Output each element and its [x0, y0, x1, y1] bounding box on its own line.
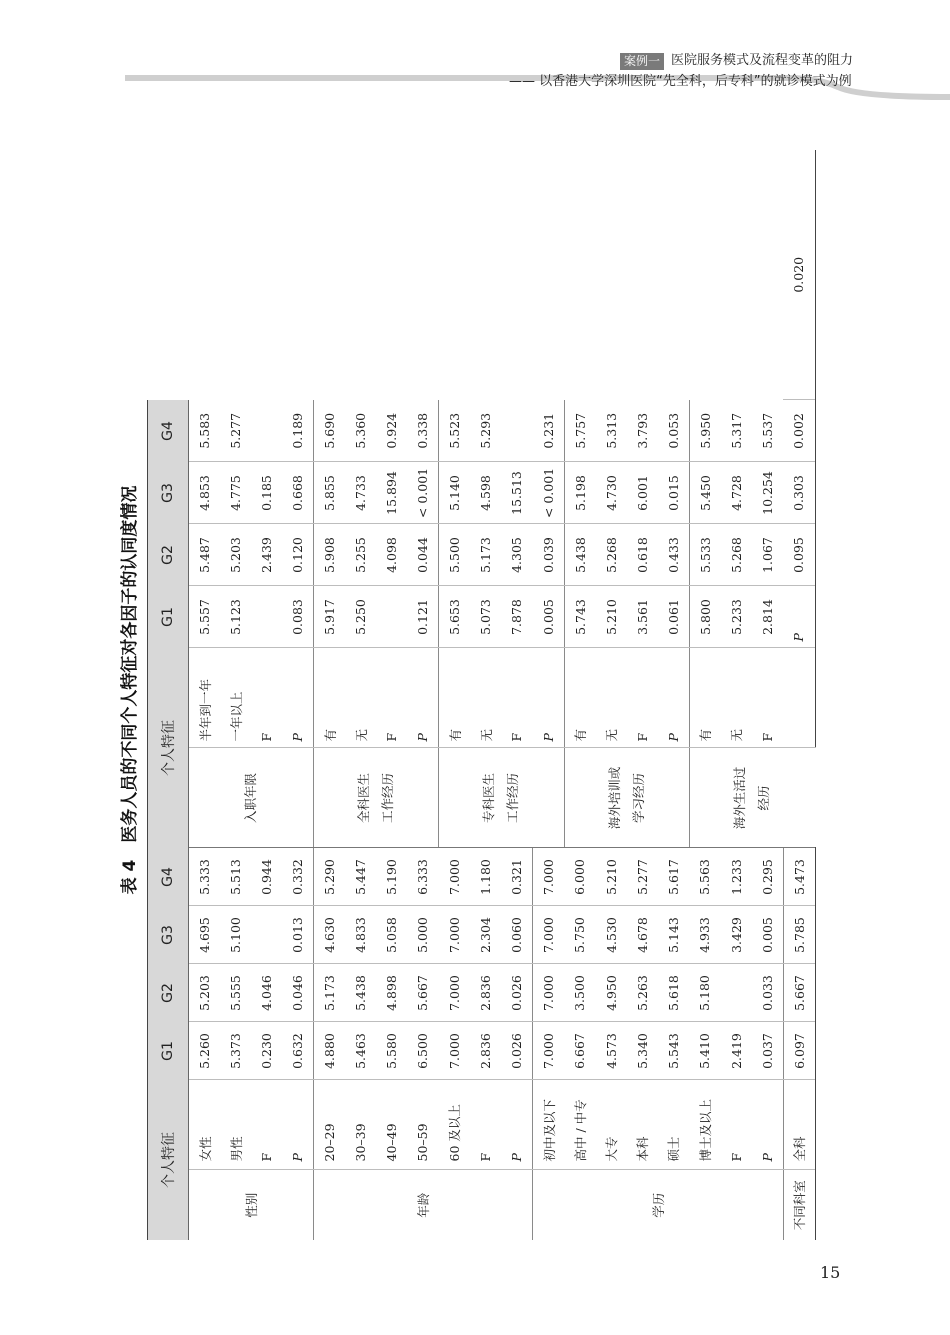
- cell-g4: 5.360: [353, 412, 368, 449]
- cell-g2: 4.898: [376, 964, 407, 1022]
- cell-g4: 5.277: [627, 848, 658, 906]
- subcategory: F: [376, 648, 407, 748]
- table-row: [314, 150, 346, 1240]
- cell-g2: 7.000: [439, 964, 471, 1022]
- cell-g1: 5.800: [689, 586, 721, 648]
- cell-g4: 5.617: [658, 848, 690, 906]
- subcategory: 全科: [783, 1080, 815, 1170]
- cell-g2: 4.098: [376, 524, 407, 586]
- cell-g2: 0.120: [282, 524, 314, 586]
- header-g2-left: G2: [148, 964, 189, 1022]
- cell-g3: 4.853: [189, 462, 221, 524]
- cell-g2: 0.039: [533, 524, 565, 586]
- cell-g3: 15.513: [501, 462, 533, 524]
- category-tenure: 入职年限: [189, 748, 314, 848]
- cell-g4: 1.180: [470, 848, 501, 906]
- header-g4-left: G4: [148, 848, 189, 906]
- cell-g2: 5.533: [689, 524, 721, 586]
- cell-g4: 3.793: [634, 412, 650, 449]
- cell-g1: 2.419: [721, 1022, 752, 1080]
- cell-g1: 5.543: [658, 1022, 690, 1080]
- header-g1-right: G1: [148, 586, 189, 648]
- category-label-line: 海外生活过: [732, 766, 748, 830]
- cell-g1: 5.463: [345, 1022, 376, 1080]
- subcategory: 40–49: [376, 1080, 407, 1170]
- cell-g2: 5.438: [345, 964, 376, 1022]
- cell-g3: 5.450: [689, 462, 721, 524]
- rotated-table-block: [115, 140, 830, 1240]
- cell-g4: 0.295: [752, 848, 784, 906]
- subcategory: F: [470, 1080, 501, 1170]
- cell-g4: 5.523: [439, 400, 471, 462]
- table-row: [627, 150, 658, 1240]
- cell-g4: 5.563: [689, 848, 721, 906]
- subcategory: 20–29: [314, 1080, 346, 1170]
- cell-g4: 0.338: [415, 412, 430, 449]
- cell-g4: 5.313: [603, 412, 619, 449]
- cell-g1: 7.000: [439, 1022, 471, 1080]
- cell-g1: 5.233: [721, 586, 752, 648]
- cell-g4: 5.210: [596, 848, 627, 906]
- cell-g1: 5.653: [439, 586, 471, 648]
- category-overseas-training: [564, 748, 689, 848]
- cell-g2: 5.268: [596, 524, 627, 586]
- cell-g3: 5.198: [564, 462, 596, 524]
- cell-g3: 5.143: [658, 906, 690, 964]
- category-gender: 性别: [189, 1170, 314, 1240]
- cell-g4: 0.231: [540, 412, 556, 449]
- category-label-line: 专科医生: [481, 773, 497, 824]
- category-label-line: 经历: [756, 785, 772, 811]
- subcategory: 半年到一年: [189, 648, 221, 748]
- header-feature-right: 个人特征: [148, 648, 189, 848]
- cell-g3: 5.100: [220, 906, 251, 964]
- cell-g3: 4.678: [627, 906, 658, 964]
- subcategory: 女性: [189, 1080, 221, 1170]
- cell-g3: 4.833: [345, 906, 376, 964]
- cell-g1: 4.880: [314, 1022, 346, 1080]
- subcategory: F: [251, 648, 282, 748]
- cell-g2: 0.046: [282, 964, 314, 1022]
- cell-g4: 7.000: [439, 848, 471, 906]
- cell-g3: 3.429: [721, 906, 752, 964]
- cell-g4: 1.233: [721, 848, 752, 906]
- cell-g2: 5.908: [314, 524, 346, 586]
- subcategory: 有: [314, 648, 346, 748]
- table-row: [721, 150, 752, 1240]
- cell-g3: [251, 906, 282, 964]
- cell-g1: 5.917: [314, 586, 346, 648]
- cell-g1: 2.836: [470, 1022, 501, 1080]
- table-row: [752, 150, 784, 1240]
- cell-g2: 5.203: [220, 524, 251, 586]
- subcategory: 博士及以上: [689, 1080, 721, 1170]
- header-title: 医院服务模式及流程变革的阻力: [671, 53, 854, 68]
- subcategory: 男性: [220, 1080, 251, 1170]
- cell-g3: 5.785: [783, 906, 815, 964]
- cell-g3: 5.750: [564, 906, 596, 964]
- table-row: [345, 150, 376, 1240]
- subcategory: P: [533, 648, 565, 748]
- subcategory: 本科: [627, 1080, 658, 1170]
- subcategory: 60 及以上: [439, 1080, 471, 1170]
- cell-g1: 2.814: [752, 586, 784, 648]
- cell-g1: 0.083: [282, 586, 314, 648]
- cell-g1: 5.073: [470, 586, 501, 648]
- table-row: [501, 150, 533, 1240]
- table-row: [189, 150, 221, 1240]
- cell-g2: 2.836: [470, 964, 501, 1022]
- cell-g3: 4.695: [189, 906, 221, 964]
- cell-g2: 5.255: [345, 524, 376, 586]
- category-label-line: 学习经历: [630, 773, 646, 824]
- table-row: [220, 150, 251, 1240]
- cell-g3: 5.140: [439, 462, 471, 524]
- cell-g4: 0.321: [501, 848, 533, 906]
- table-row: [533, 150, 565, 1240]
- cell-g3: < 0.001: [533, 462, 565, 524]
- cell-g2: 0.433: [658, 524, 690, 586]
- cell-g3: 5.000: [407, 906, 439, 964]
- cell-g3: 2.304: [470, 906, 501, 964]
- subcategory: P: [282, 1080, 314, 1170]
- table-row: [376, 150, 407, 1240]
- cell-g2: 2.439: [251, 524, 282, 586]
- cell-g1: 5.250: [345, 586, 376, 648]
- cell-g2: 5.555: [220, 964, 251, 1022]
- cell-g4: 5.950: [689, 400, 721, 462]
- table-row: [439, 150, 471, 1240]
- cell-g2: 5.268: [721, 524, 752, 586]
- category-education: 学历: [533, 1170, 784, 1240]
- cell-g4: 7.000: [533, 848, 565, 906]
- case-tag: 案例一: [620, 53, 664, 70]
- table-row: [282, 150, 314, 1240]
- cell-g1: 0.037: [752, 1022, 784, 1080]
- subcategory: F: [627, 648, 658, 748]
- cell-g2: 0.026: [501, 964, 533, 1022]
- cell-g2: 5.618: [658, 964, 690, 1022]
- cell-g3: 4.598: [470, 462, 501, 524]
- category-label-line: 工作经历: [505, 773, 521, 824]
- subcategory: 大专: [596, 1080, 627, 1170]
- cell-g1: 5.123: [220, 586, 251, 648]
- cell-g4: 5.290: [314, 848, 346, 906]
- header-g4-right: G4: [148, 400, 189, 462]
- cell-g4: 5.757: [564, 400, 596, 462]
- cell-g2: 0.618: [627, 524, 658, 586]
- cell-g3: 0.005: [752, 906, 784, 964]
- cell-g1: 5.373: [220, 1022, 251, 1080]
- cell-g3: 5.058: [376, 906, 407, 964]
- header-subtitle: —— 以香港大学深圳医院“先全科，后专科”的就诊模式为例: [509, 74, 852, 89]
- category-specialist-experience: [439, 748, 565, 848]
- cell-g3: 0.185: [251, 462, 282, 524]
- table-row: [470, 150, 501, 1240]
- header-g2-right: G2: [148, 524, 189, 586]
- cell-g3: 10.254: [752, 462, 784, 524]
- cell-g3: 0.002: [783, 400, 815, 462]
- cell-g1: [251, 586, 282, 648]
- cell-g1: 5.743: [564, 586, 596, 648]
- cell-g2: 4.046: [251, 964, 282, 1022]
- cell-g1: 5.580: [376, 1022, 407, 1080]
- cell-g3: 0.668: [282, 462, 314, 524]
- cell-g1: 6.097: [783, 1022, 815, 1080]
- cell-g4: 5.690: [314, 400, 346, 462]
- cell-g3: 0.060: [501, 906, 533, 964]
- cell-g1: 0.061: [658, 586, 690, 648]
- subcategory: F: [752, 648, 784, 748]
- cell-g1: 6.667: [564, 1022, 596, 1080]
- table-row: [689, 150, 721, 1240]
- cell-g4: 5.277: [228, 412, 243, 449]
- subcategory: F: [501, 648, 533, 748]
- cell-g3: 4.630: [314, 906, 346, 964]
- cell-g4: 5.513: [220, 848, 251, 906]
- cell-g3: 5.855: [314, 462, 346, 524]
- subcategory: F: [251, 1080, 282, 1170]
- subcategory: 初中及以下: [533, 1080, 565, 1170]
- table-row: [783, 150, 815, 1240]
- cell-g4: 5.293: [478, 412, 493, 449]
- cell-g1: 0.026: [501, 1022, 533, 1080]
- cell-g2: 0.044: [407, 524, 439, 586]
- subcategory: 有: [439, 648, 471, 748]
- cell-g2: 5.667: [783, 964, 815, 1022]
- cell-g2: 3.500: [564, 964, 596, 1022]
- cell-g1: 5.210: [596, 586, 627, 648]
- cell-g3: 4.933: [689, 906, 721, 964]
- category-gp-experience: [314, 748, 439, 848]
- cell-g4: [501, 400, 533, 462]
- cell-g2: 5.500: [439, 524, 471, 586]
- cell-g1: 0.230: [251, 1022, 282, 1080]
- subcategory: 一年以上: [220, 648, 251, 748]
- category-label-line: 工作经历: [380, 773, 395, 824]
- cell-g2: 0.033: [752, 964, 784, 1022]
- subcategory: 有: [689, 648, 721, 748]
- table-row: [407, 150, 439, 1240]
- subcategory: 有: [564, 648, 596, 748]
- cell-g3: 6.001: [627, 462, 658, 524]
- cell-g2: 4.950: [596, 964, 627, 1022]
- subcategory: 无: [470, 648, 501, 748]
- cell-g3: 4.775: [220, 462, 251, 524]
- subcategory: 无: [345, 648, 376, 748]
- cell-g4: 5.473: [783, 848, 815, 906]
- cell-g4: 5.583: [189, 400, 221, 462]
- cell-g1: 5.410: [689, 1022, 721, 1080]
- cell-g4: 5.537: [759, 412, 775, 449]
- cell-g1: [376, 586, 407, 648]
- subcategory: 高中 / 中专: [564, 1080, 596, 1170]
- category-label-line: 海外培训或: [606, 766, 622, 830]
- cell-g3: 0.015: [658, 462, 690, 524]
- cell-g4: 5.190: [376, 848, 407, 906]
- subcategory: 无: [721, 648, 752, 748]
- cell-g3: 7.000: [533, 906, 565, 964]
- cell-g1: 7.878: [501, 586, 533, 648]
- cell-g4: 5.317: [728, 412, 744, 449]
- table-caption: 表 4 医务人员的不同个人特征对各因子的认同度情况: [120, 485, 140, 895]
- cell-g1: 3.561: [627, 586, 658, 648]
- cell-g1: 5.340: [627, 1022, 658, 1080]
- cell-g4: 0.020: [783, 150, 815, 400]
- empty-cell: [783, 648, 815, 748]
- cell-g2: 5.263: [627, 964, 658, 1022]
- subcategory: P: [501, 1080, 533, 1170]
- cell-g4: 6.333: [407, 848, 439, 906]
- category-label-line: 全科医生: [356, 773, 371, 824]
- cell-g4: 0.944: [251, 848, 282, 906]
- subcategory: F: [721, 1080, 752, 1170]
- cell-g4: [251, 400, 282, 462]
- subcategory: P: [783, 586, 815, 648]
- cell-g3: 4.730: [596, 462, 627, 524]
- cell-g2: 4.305: [501, 524, 533, 586]
- cell-g2: 5.667: [407, 964, 439, 1022]
- cell-g1: 5.557: [189, 586, 221, 648]
- cell-g1: 0.005: [533, 586, 565, 648]
- cell-g2: 5.173: [314, 964, 346, 1022]
- category-age: 年龄: [314, 1170, 533, 1240]
- cell-g2: 5.438: [564, 524, 596, 586]
- cell-g1: 6.500: [407, 1022, 439, 1080]
- category-department: 不同科室: [783, 1170, 815, 1240]
- table-row: [596, 150, 627, 1240]
- cell-g4: 6.000: [564, 848, 596, 906]
- subcategory: P: [282, 648, 314, 748]
- cell-g1: 0.121: [407, 586, 439, 648]
- cell-g2: 0.303: [783, 462, 815, 524]
- cell-g4: 0.053: [665, 412, 681, 449]
- subcategory: P: [752, 1080, 784, 1170]
- subcategory: P: [658, 648, 690, 748]
- cell-g1: 0.632: [282, 1022, 314, 1080]
- cell-g4: 0.189: [290, 412, 305, 449]
- table-row: [658, 150, 690, 1240]
- cell-g2: 7.000: [533, 964, 565, 1022]
- cell-g3: 4.728: [721, 462, 752, 524]
- header-row: [148, 150, 189, 1240]
- subcategory: 无: [596, 648, 627, 748]
- subcategory: P: [407, 648, 439, 748]
- cell-g4: 5.447: [345, 848, 376, 906]
- header-g3-right: G3: [148, 462, 189, 524]
- subcategory: 硕士: [658, 1080, 690, 1170]
- cell-g4: 5.333: [189, 848, 221, 906]
- cell-g1: 0.095: [783, 524, 815, 586]
- data-table: [147, 150, 816, 1240]
- page-number: 15: [820, 1263, 841, 1282]
- running-header: [0, 0, 950, 110]
- cell-g3: 15.894: [376, 462, 407, 524]
- header-g1-left: G1: [148, 1022, 189, 1080]
- cell-g1: 4.573: [596, 1022, 627, 1080]
- category-overseas-living: [689, 748, 815, 848]
- cell-g1: 5.260: [189, 1022, 221, 1080]
- cell-g4: 0.924: [384, 412, 399, 449]
- cell-g2: 1.067: [752, 524, 784, 586]
- cell-g3: < 0.001: [407, 462, 439, 524]
- cell-g2: 5.180: [689, 964, 721, 1022]
- cell-g2: 5.173: [470, 524, 501, 586]
- cell-g3: 0.013: [282, 906, 314, 964]
- header-g3-left: G3: [148, 906, 189, 964]
- table-row: [564, 150, 596, 1240]
- cell-g3: 4.733: [345, 462, 376, 524]
- cell-g3: 7.000: [439, 906, 471, 964]
- cell-g2: 5.487: [189, 524, 221, 586]
- cell-g1: 7.000: [533, 1022, 565, 1080]
- table-row: [251, 150, 282, 1240]
- cell-g2: 5.203: [189, 964, 221, 1022]
- cell-g3: 4.530: [596, 906, 627, 964]
- subcategory: 30–39: [345, 1080, 376, 1170]
- cell-g2: [721, 964, 752, 1022]
- header-feature-left: 个人特征: [148, 1080, 189, 1240]
- cell-g4: 0.332: [282, 848, 314, 906]
- subcategory: 50–59: [407, 1080, 439, 1170]
